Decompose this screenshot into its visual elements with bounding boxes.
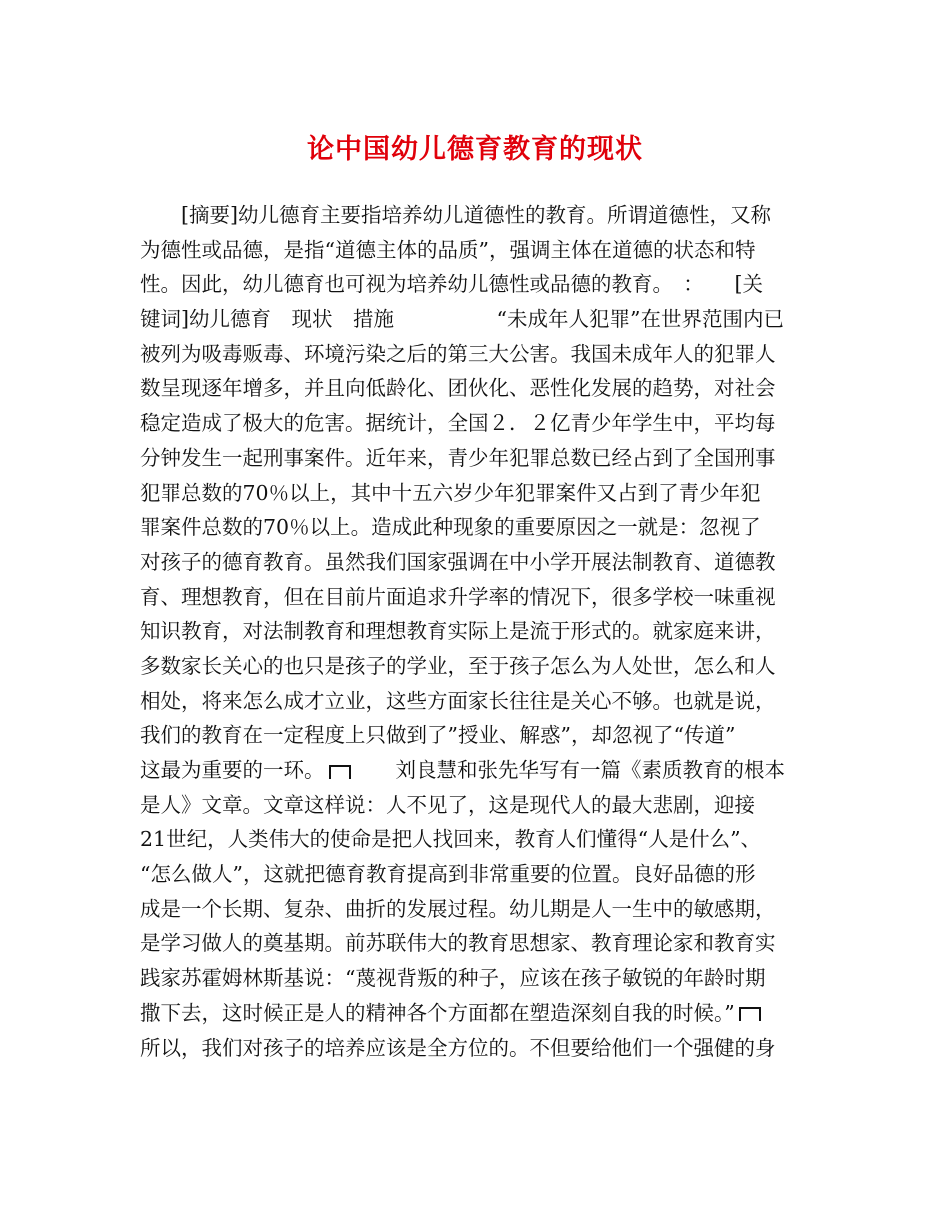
text-line: 稳定造成了极大的危害。据统计，全国２．２亿青少年学生中，平均每 <box>140 411 776 436</box>
text-line <box>140 753 830 788</box>
text-segment: 撒下去，这时候正是人的精神各个方面都在塑造深刻自我的时候。” <box>140 1000 735 1025</box>
text-line: 键词]幼儿德育 现状 措施 “未成年人犯罪”在世界范围内已 <box>140 307 784 332</box>
document-title: 论中国幼儿德育教育的现状 <box>307 134 643 165</box>
document-body <box>140 198 830 1065</box>
text-line: 为德性或品德，是指“道德主体的品质”，强调主体在道德的状态和特 <box>140 237 756 262</box>
text-line: 知识教育，对法制教育和理想教育实际上是流于形式的。就家庭来讲， <box>140 619 776 644</box>
text-line: 21世纪，人类伟大的使命是把人找回来，教育人们懂得“人是什么”、 <box>140 827 762 852</box>
text-line: 被列为吸毒贩毒、环境污染之后的第三大公害。我国未成年人的犯罪人 <box>140 341 776 366</box>
text-line: 分钟发生一起刑事案件。近年来，青少年犯罪总数已经占到了全国刑事 <box>140 445 776 470</box>
text-line: 是学习做人的奠基期。前苏联伟大的教育思想家、教育理论家和教育实 <box>140 931 776 956</box>
text-segment: 刘良慧和张先华写有一篇《素质教育的根本 <box>354 758 785 782</box>
text-line: 育、理想教育，但在目前片面追求升学率的情况下，很多学校一味重视 <box>140 584 776 609</box>
text-line: 是人》文章。文章这样说：人不见了，这是现代人的最大悲剧，迎接 <box>140 792 755 817</box>
footnote-mark-icon <box>739 1007 761 1021</box>
text-line: 践家苏霍姆林斯基说：“蔑视背叛的种子，应该在孩子敏锐的年龄时期 <box>140 966 766 991</box>
text-line: 多数家长关心的也只是孩子的学业，至于孩子怎么为人处世，怎么和人 <box>140 653 776 678</box>
text-line: 相处，将来怎么成才立业，这些方面家长往往是关心不够。也就是说， <box>140 688 776 713</box>
text-line: 对孩子的德育教育。虽然我们国家强调在中小学开展法制教育、道德教 <box>140 549 776 574</box>
text-line: “怎么做人”，这就把德育教育提高到非常重要的位置。良好品德的形 <box>140 862 756 887</box>
text-line: [摘要]幼儿德育主要指培养幼儿道德性的教育。所谓道德性，又称 <box>140 203 771 227</box>
text-line: 数呈现逐年增多，并且向低龄化、团伙化、恶性化发展的趋势，对社会 <box>140 376 776 401</box>
text-line: 所以，我们对孩子的培养应该是全方位的。不但要给他们一个强健的身 <box>140 1035 776 1060</box>
text-line <box>140 996 830 1031</box>
text-line: 我们的教育在一定程度上只做到了”授业、解惑”，却忽视了“传道” <box>140 723 736 748</box>
text-line: 罪案件总数的70％以上。造成此种现象的重要原因之一就是：忽视了 <box>140 515 761 540</box>
text-segment: 这最为重要的一环。 <box>140 758 325 782</box>
text-line: 犯罪总数的70％以上，其中十五六岁少年犯罪案件又占到了青少年犯 <box>140 480 761 505</box>
text-line: 成是一个长期、复杂、曲折的发展过程。幼儿期是人一生中的敏感期， <box>140 896 776 921</box>
footnote-mark-icon <box>329 765 351 779</box>
text-line: 性。因此，幼儿德育也可视为培养幼儿德性或品德的教育。 ： [关 <box>140 272 763 297</box>
